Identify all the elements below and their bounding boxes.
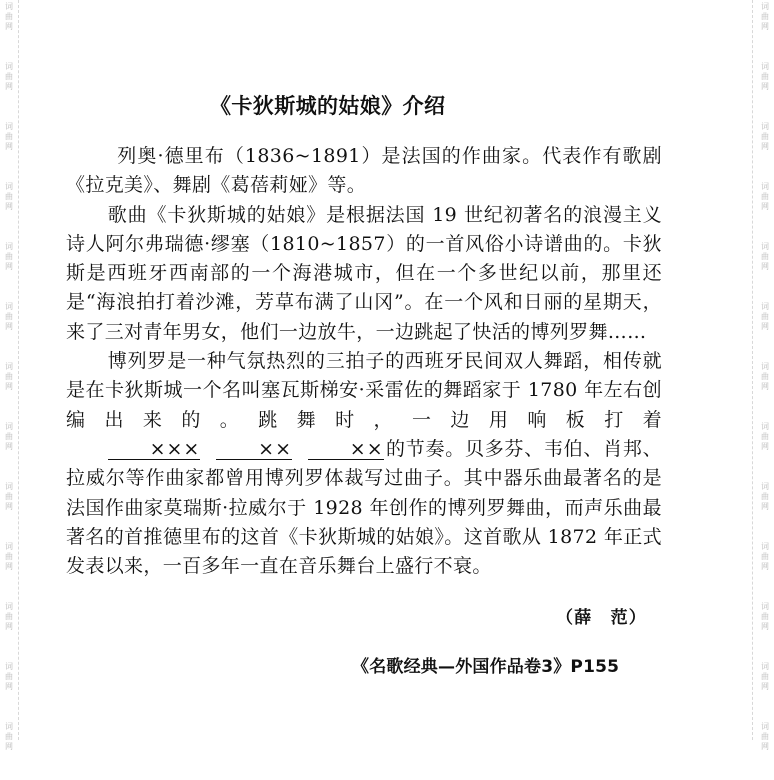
watermark-glyph: 网 (761, 742, 769, 751)
watermark-glyph: 词 (761, 362, 769, 371)
watermark-group (0, 60, 18, 120)
watermark-group (0, 720, 18, 780)
watermark-glyph: 曲 (761, 552, 769, 561)
watermark-glyph: 网 (761, 382, 769, 391)
right-watermark-column (756, 0, 774, 751)
watermark-group (0, 660, 18, 720)
watermark-glyph: 曲 (5, 492, 13, 501)
watermark-glyph: 网 (5, 142, 13, 151)
watermark-glyph: 网 (5, 202, 13, 211)
watermark-glyph: 词 (5, 242, 13, 251)
watermark-glyph: 词 (761, 602, 769, 611)
watermark-glyph: 曲 (5, 612, 13, 621)
watermark-glyph: 词 (5, 602, 13, 611)
watermark-glyph: 词 (761, 62, 769, 71)
watermark-glyph: 曲 (761, 492, 769, 501)
watermark-glyph: 词 (5, 662, 13, 671)
bolero-history-before-rhythm: 博列罗是一种气氛热烈的三拍子的西班牙民间双人舞蹈，相传就是在卡狄斯城一个名叫塞瓦斯梯安·采雷佐的舞蹈家于 1780 年左右创编出来的。跳舞时，一边用响板打着 (66, 350, 662, 431)
watermark-group (756, 60, 774, 120)
watermark-glyph: 词 (761, 182, 769, 191)
watermark-group (756, 660, 774, 720)
watermark-glyph: 词 (5, 362, 13, 371)
watermark-glyph: 网 (761, 682, 769, 691)
rhythm-group-three: ××× (108, 439, 201, 460)
bolero-history-paragraph (66, 347, 662, 581)
watermark-group (0, 540, 18, 600)
watermark-glyph: 曲 (5, 432, 13, 441)
page-title: 《卡狄斯城的姑娘》介绍 (210, 94, 446, 119)
watermark-glyph: 曲 (5, 732, 13, 741)
watermark-glyph: 网 (761, 22, 769, 31)
watermark-glyph: 网 (5, 322, 13, 331)
watermark-glyph: 曲 (5, 192, 13, 201)
watermark-glyph: 词 (761, 482, 769, 491)
article-body (66, 142, 662, 581)
watermark-glyph: 词 (761, 2, 769, 11)
watermark-glyph: 曲 (5, 12, 13, 21)
watermark-glyph: 曲 (761, 372, 769, 381)
bolero-history-after-rhythm: 的节奏。贝多芬、韦伯、肖邦、拉威尔等作曲家都曾用博列罗体裁写过曲子。其中器乐曲最著名的是法国作曲家莫瑞斯·拉威尔于 1928 年创作的博列罗舞曲，而声乐曲最著名的首推德里布的这首《卡狄斯城的姑娘》。这首歌从 1872 年正式发表以来，一百多年一直在音乐舞台上盛行不衰。 (66, 437, 662, 578)
author-attribution: （薛 范） (556, 608, 647, 628)
watermark-glyph: 曲 (5, 312, 13, 321)
watermark-glyph: 网 (761, 562, 769, 571)
watermark-group (0, 0, 18, 60)
watermark-glyph: 网 (761, 622, 769, 631)
watermark-glyph: 词 (5, 542, 13, 551)
watermark-glyph: 词 (5, 722, 13, 731)
watermark-glyph: 曲 (761, 132, 769, 141)
watermark-glyph: 曲 (5, 132, 13, 141)
source-citation: 《名歌经典—外国作品卷3》P155 (352, 657, 620, 677)
watermark-group (756, 180, 774, 240)
watermark-glyph: 词 (5, 422, 13, 431)
watermark-glyph: 网 (5, 622, 13, 631)
watermark-glyph: 词 (5, 302, 13, 311)
watermark-glyph: 曲 (761, 12, 769, 21)
watermark-group (0, 120, 18, 180)
watermark-glyph: 词 (761, 422, 769, 431)
watermark-glyph: 网 (761, 142, 769, 151)
watermark-glyph: 曲 (761, 192, 769, 201)
watermark-glyph: 曲 (761, 672, 769, 681)
watermark-glyph: 词 (761, 122, 769, 131)
watermark-group (756, 240, 774, 300)
watermark-glyph: 词 (5, 122, 13, 131)
watermark-group (756, 600, 774, 660)
watermark-glyph: 网 (5, 22, 13, 31)
watermark-glyph: 词 (761, 302, 769, 311)
watermark-glyph: 网 (5, 82, 13, 91)
watermark-glyph: 曲 (5, 552, 13, 561)
watermark-glyph: 曲 (761, 612, 769, 621)
watermark-glyph: 词 (761, 542, 769, 551)
watermark-group (756, 480, 774, 540)
watermark-glyph: 网 (5, 382, 13, 391)
watermark-glyph: 网 (761, 322, 769, 331)
watermark-glyph: 词 (761, 242, 769, 251)
watermark-glyph: 网 (5, 682, 13, 691)
watermark-group (0, 600, 18, 660)
watermark-glyph: 曲 (761, 732, 769, 741)
watermark-glyph: 网 (761, 262, 769, 271)
watermark-glyph: 词 (5, 482, 13, 491)
right-page-guide (752, 0, 753, 740)
watermark-glyph: 曲 (5, 252, 13, 261)
watermark-glyph: 词 (5, 2, 13, 11)
watermark-group (756, 360, 774, 420)
watermark-group (756, 0, 774, 60)
watermark-glyph: 词 (5, 62, 13, 71)
watermark-group (0, 300, 18, 360)
watermark-glyph: 网 (5, 442, 13, 451)
composer-introduction-paragraph: 列奥·德里布（1836~1891）是法国的作曲家。代表作有歌剧《拉克美》、舞剧《葛蓓莉娅》等。 (66, 145, 662, 197)
watermark-glyph: 网 (5, 742, 13, 751)
watermark-glyph: 网 (761, 442, 769, 451)
rhythm-group-two-second: ×× (308, 439, 384, 460)
castanet-rhythm-pattern (66, 435, 386, 464)
watermark-glyph: 词 (761, 722, 769, 731)
left-page-guide (18, 0, 19, 740)
watermark-glyph: 网 (5, 562, 13, 571)
rhythm-group-two-first: ×× (216, 439, 292, 460)
watermark-glyph: 词 (761, 662, 769, 671)
watermark-glyph: 词 (5, 182, 13, 191)
watermark-group (0, 360, 18, 420)
watermark-glyph: 曲 (761, 312, 769, 321)
watermark-group (0, 480, 18, 540)
watermark-group (0, 180, 18, 240)
left-watermark-column (0, 0, 18, 751)
watermark-group (0, 420, 18, 480)
watermark-glyph: 网 (761, 202, 769, 211)
watermark-group (756, 420, 774, 480)
watermark-group (756, 540, 774, 600)
watermark-glyph: 曲 (5, 672, 13, 681)
watermark-glyph: 曲 (761, 252, 769, 261)
watermark-group (756, 120, 774, 180)
watermark-glyph: 曲 (761, 72, 769, 81)
watermark-glyph: 网 (761, 502, 769, 511)
song-background-paragraph: 歌曲《卡狄斯城的姑娘》是根据法国 19 世纪初著名的浪漫主义诗人阿尔弗瑞德·缪塞（1810~1857）的一首风俗小诗谱曲的。卡狄斯是西班牙西南部的一个海港城市，但在一个多世纪以前，那里还是“海浪拍打着沙滩，芳草布满了山冈”。在一个风和日丽的星期天，来了三对青年男女，他们一边放牛，一边跳起了快活的博列罗舞…… (66, 203, 662, 343)
watermark-glyph: 网 (761, 82, 769, 91)
watermark-glyph: 网 (5, 502, 13, 511)
watermark-glyph: 曲 (761, 432, 769, 441)
watermark-glyph: 曲 (5, 372, 13, 381)
watermark-group (756, 720, 774, 780)
watermark-group (0, 240, 18, 300)
watermark-group (756, 300, 774, 360)
watermark-glyph: 曲 (5, 72, 13, 81)
watermark-glyph: 网 (5, 262, 13, 271)
